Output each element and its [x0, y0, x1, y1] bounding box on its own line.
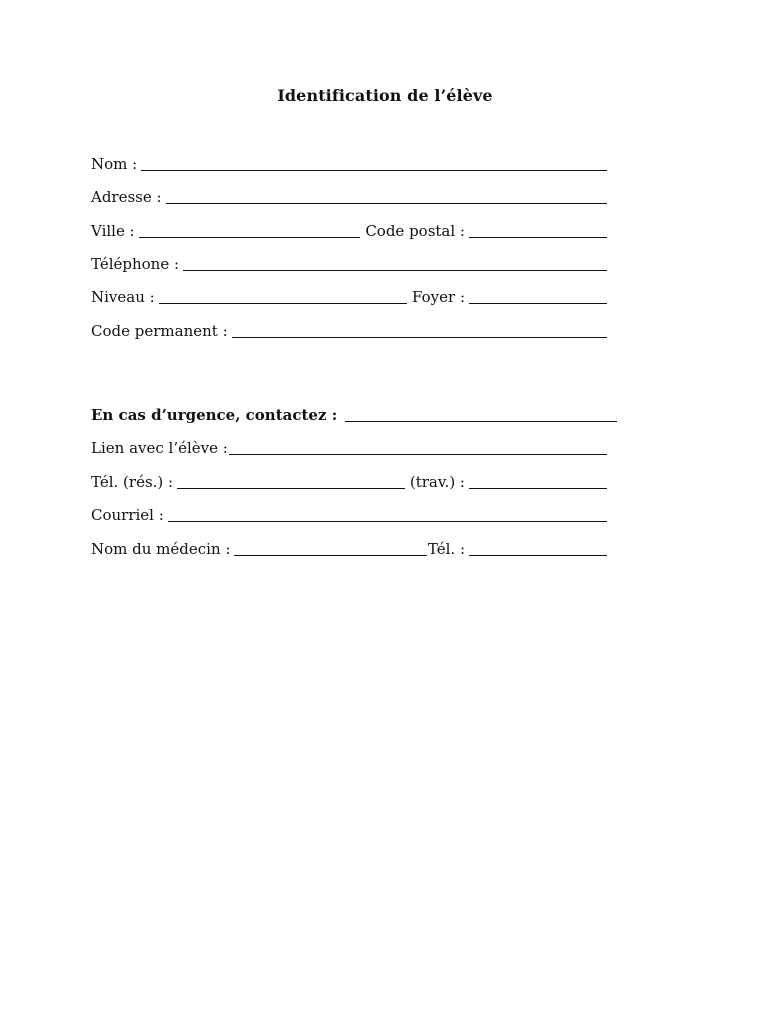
ville-row: [91, 218, 607, 240]
medecin-tel-field[interactable]: [469, 555, 607, 556]
niveau-row: [91, 284, 607, 306]
urgence-heading-label: En cas d’urgence, contactez :: [91, 406, 338, 424]
tel-trav-label: (trav.) :: [409, 473, 465, 491]
nom-label: Nom :: [91, 155, 138, 173]
medecin-tel-label: Tél. :: [427, 540, 465, 558]
courriel-label: Courriel :: [91, 506, 164, 524]
nom-row: [91, 151, 607, 173]
niveau-field[interactable]: [159, 303, 407, 304]
courriel-field[interactable]: [168, 521, 607, 522]
page-title: Identification de l’élève: [277, 86, 493, 105]
medecin-row: [91, 536, 607, 558]
telephone-row: [91, 251, 607, 273]
adresse-row: [91, 184, 607, 206]
code-postal-label: Code postal :: [365, 222, 465, 240]
tel-res-field[interactable]: [177, 488, 405, 489]
urgence-contact-field[interactable]: [345, 421, 617, 422]
lien-field[interactable]: [229, 454, 607, 455]
niveau-label: Niveau :: [91, 288, 155, 306]
nom-field[interactable]: [141, 170, 607, 171]
adresse-field[interactable]: [166, 203, 607, 204]
medecin-label: Nom du médecin :: [91, 540, 231, 558]
telephone-label: Téléphone :: [91, 255, 180, 273]
foyer-label: Foyer :: [412, 288, 465, 306]
lien-label: Lien avec l’élève :: [91, 439, 228, 457]
courriel-row: [91, 502, 607, 524]
code-postal-field[interactable]: [469, 237, 607, 238]
ville-label: Ville :: [91, 222, 135, 240]
code-permanent-label: Code permanent :: [91, 322, 228, 340]
code-permanent-field[interactable]: [232, 337, 607, 338]
urgence-row: [91, 402, 607, 424]
adresse-label: Adresse :: [91, 188, 162, 206]
lien-row: [91, 435, 607, 457]
tel-res-row: [91, 469, 607, 491]
ville-field[interactable]: [139, 237, 361, 238]
tel-trav-field[interactable]: [469, 488, 607, 489]
code-permanent-row: [91, 318, 607, 340]
tel-res-label: Tél. (rés.) :: [91, 473, 174, 491]
foyer-field[interactable]: [469, 303, 607, 304]
medecin-field[interactable]: [234, 555, 426, 556]
telephone-field[interactable]: [183, 270, 607, 271]
